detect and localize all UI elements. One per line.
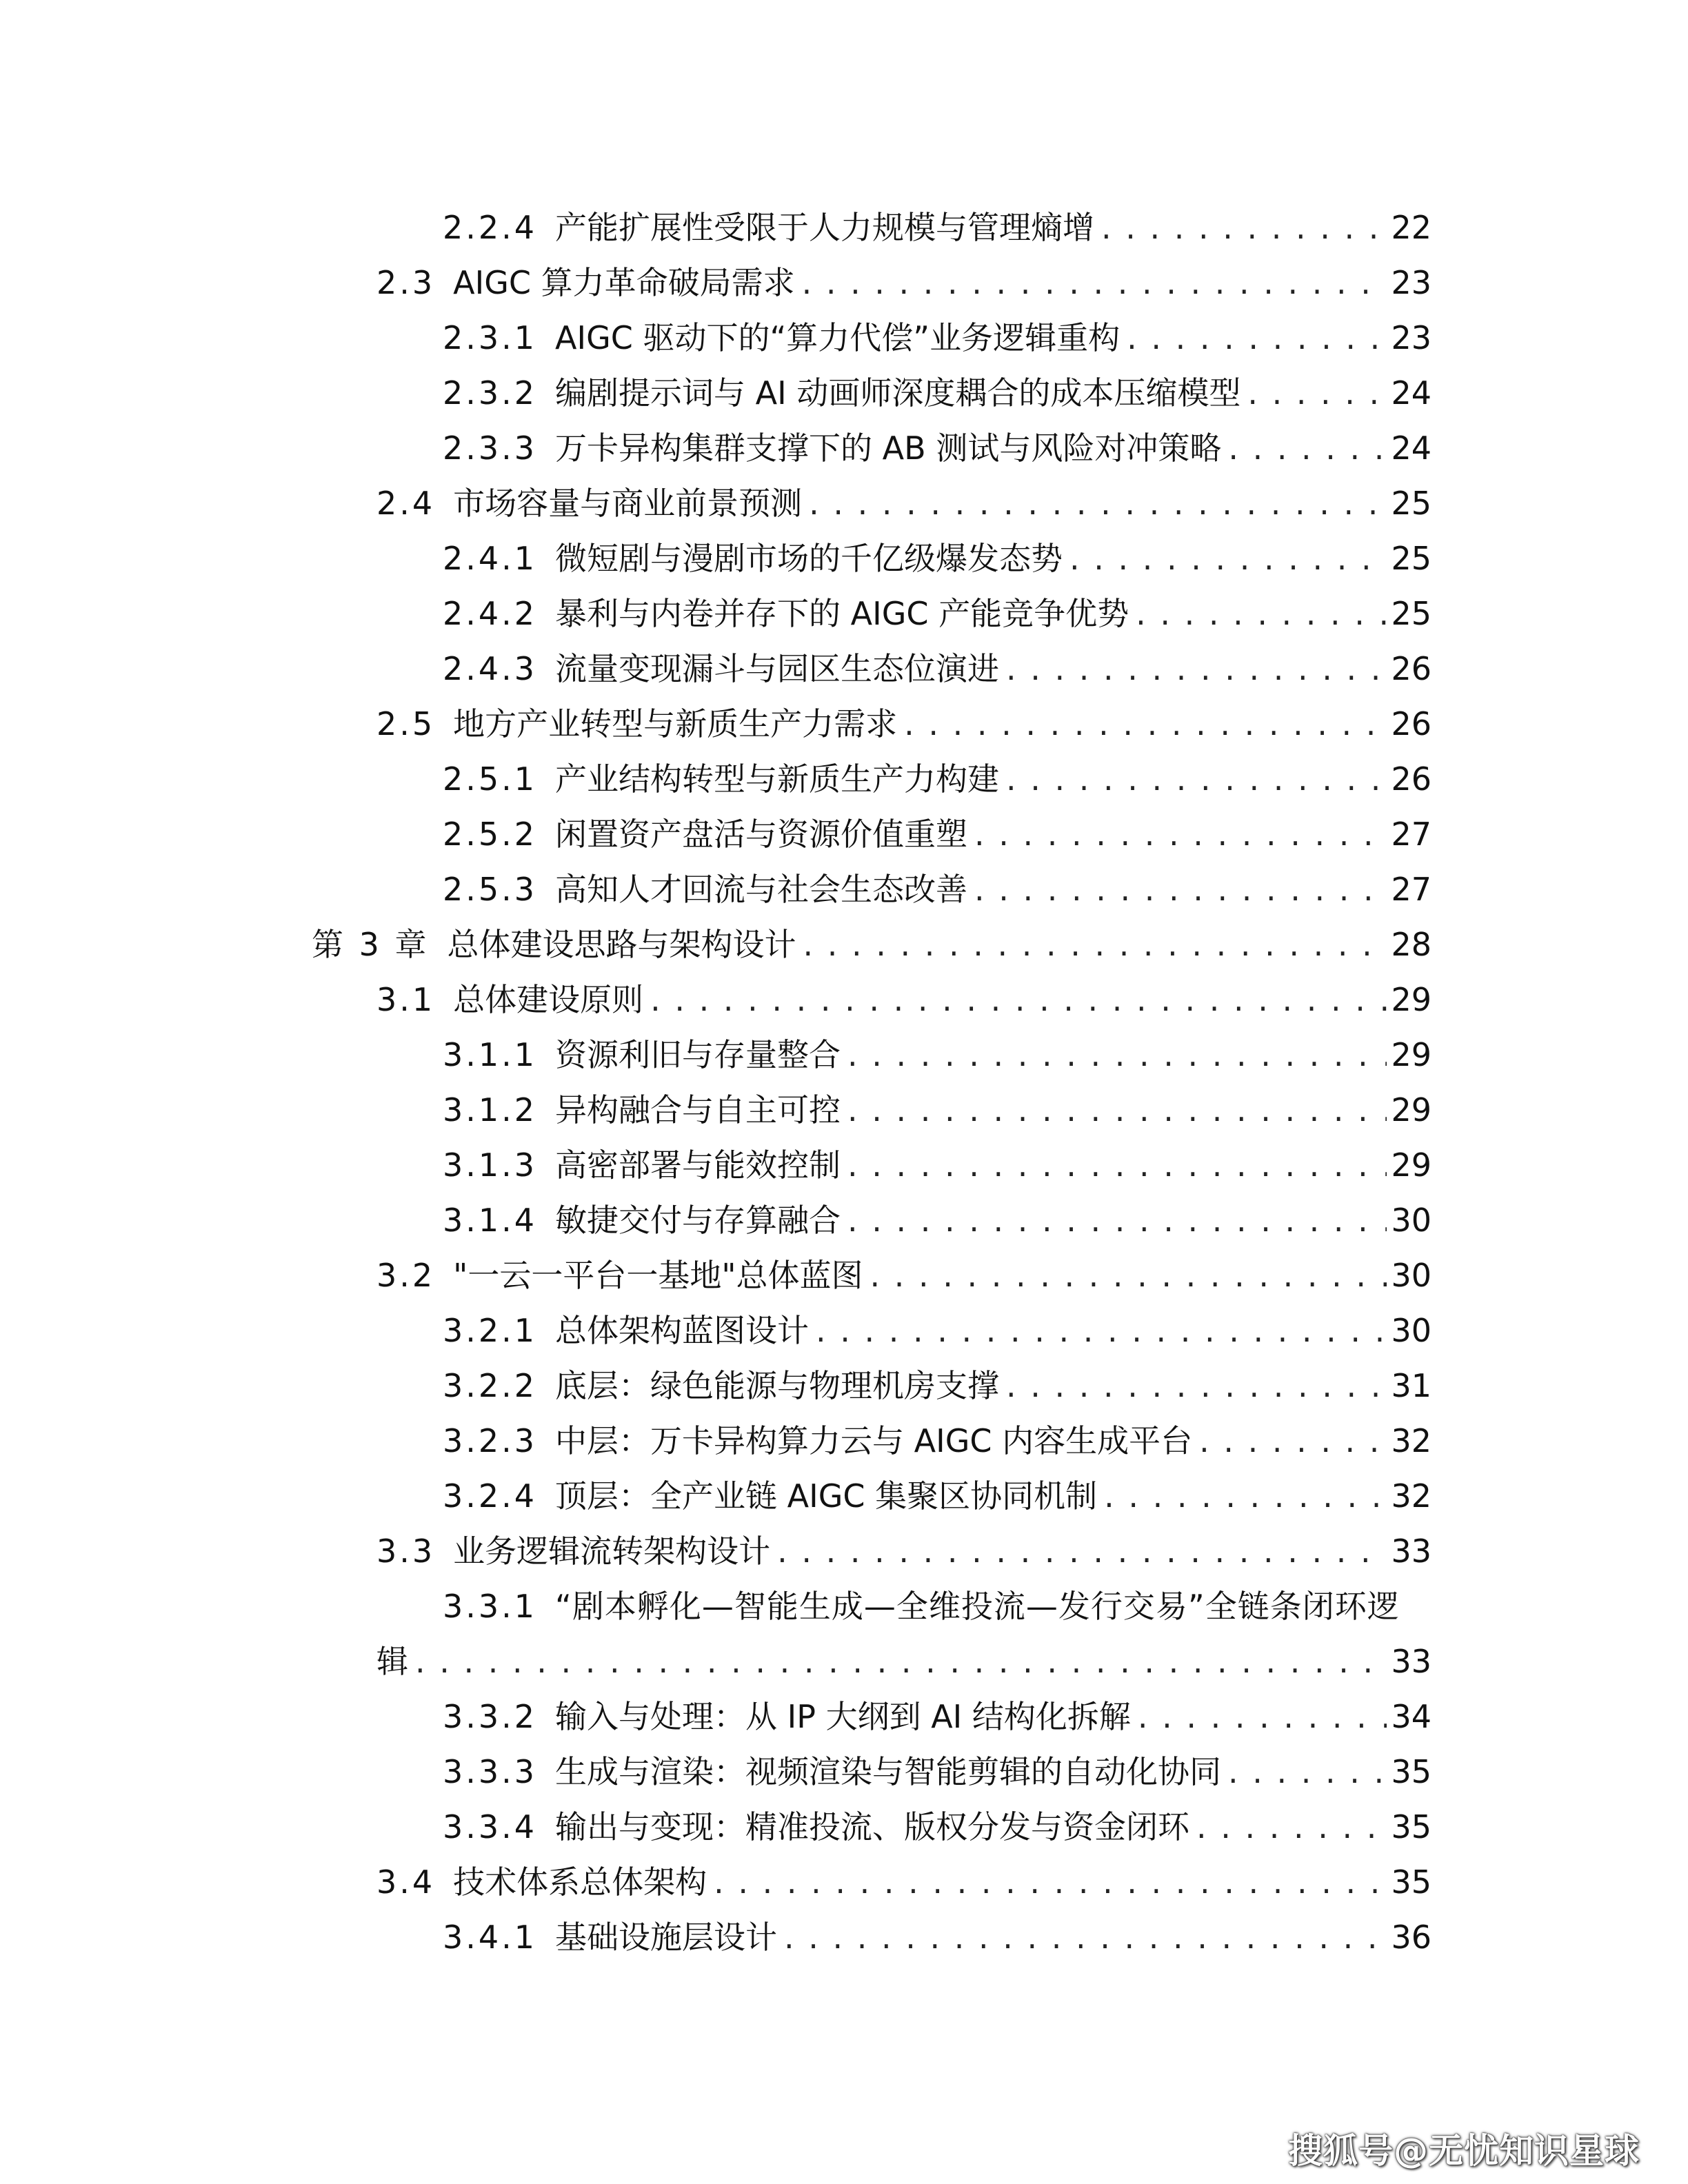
toc-entry-page: 23 xyxy=(1391,264,1431,301)
toc-leader-dots xyxy=(816,1303,1387,1358)
toc-entry[interactable] xyxy=(443,641,1431,696)
toc-entry-title: AIGC 算力革命破局需求 xyxy=(453,264,795,301)
toc-entry-number: 3.2.1 xyxy=(443,1312,538,1349)
toc-entry[interactable] xyxy=(443,1468,1431,1524)
toc-entry-page: 22 xyxy=(1391,209,1431,246)
toc-entry[interactable] xyxy=(443,1689,1431,1744)
toc-entry-title: 基础设施层设计 xyxy=(555,1919,778,1956)
toc-leader-dots xyxy=(1228,1744,1387,1799)
toc-entry-number: 3.3.2 xyxy=(443,1698,538,1735)
toc-entry-title: 顶层：全产业链 AIGC 集聚区协同机制 xyxy=(555,1477,1098,1515)
toc-entry-page: 29 xyxy=(1391,1036,1431,1073)
toc-entry[interactable] xyxy=(443,531,1431,586)
toc-entry-page: 33 xyxy=(1391,1643,1431,1680)
toc-entry-title: 市场容量与商业前景预测 xyxy=(453,485,803,522)
toc-entry-page: 24 xyxy=(1391,374,1431,412)
toc-entry[interactable] xyxy=(443,365,1431,421)
toc-entry-number: 2.4 xyxy=(376,485,436,522)
toc-entry-number: 2.5.2 xyxy=(443,816,538,853)
toc-entry-page: 27 xyxy=(1391,816,1431,853)
toc-entry-number: 2.5.1 xyxy=(443,760,538,798)
toc-entry[interactable] xyxy=(443,1799,1431,1854)
toc-entry-number: 2.4.1 xyxy=(443,540,538,577)
toc-entry-title: 业务逻辑流转架构设计 xyxy=(453,1533,771,1570)
toc-leader-dots xyxy=(1101,200,1387,255)
toc-entry-title: 异构融合与自主可控 xyxy=(555,1091,841,1129)
toc-entry-title: 生成与渲染：视频渲染与智能剪辑的自动化协同 xyxy=(555,1753,1222,1790)
toc-entry-title: "一云一平台一基地"总体蓝图 xyxy=(453,1257,863,1294)
toc-entry-title: 万卡异构集群支撑下的 AB 测试与风险对冲策略 xyxy=(555,429,1222,467)
toc-entry-title: 产业结构转型与新质生产力构建 xyxy=(555,760,1000,798)
toc-entry[interactable] xyxy=(376,972,1431,1027)
toc-entry-title: 输入与处理：从 IP 大纲到 AI 结构化拆解 xyxy=(555,1698,1131,1735)
toc-entry[interactable] xyxy=(443,421,1431,476)
toc-entry-title: 总体建设原则 xyxy=(453,981,644,1018)
toc-entry-page: 32 xyxy=(1391,1422,1431,1459)
toc-entry-number: 第 3 章 xyxy=(312,926,430,963)
toc-leader-dots xyxy=(847,1027,1387,1082)
toc-entry-title: 流量变现漏斗与园区生态位演进 xyxy=(555,650,1000,687)
toc-entry[interactable] xyxy=(376,696,1431,751)
toc-entry-number: 3.4 xyxy=(376,1863,436,1901)
toc-leader-dots xyxy=(974,862,1387,917)
toc-entry-number: 2.3.3 xyxy=(443,429,538,467)
toc-entry-title: 资源利旧与存量整合 xyxy=(555,1036,841,1073)
toc-entry-title: 辑 xyxy=(376,1643,408,1680)
toc-entry-title: 中层：万卡异构算力云与 AIGC 内容生成平台 xyxy=(555,1422,1193,1459)
toc-entry[interactable] xyxy=(376,1248,1431,1303)
toc-entry-number: 2.3.2 xyxy=(443,374,538,412)
toc-entry-wrapped-continuation[interactable] xyxy=(376,1634,1431,1689)
toc-leader-dots xyxy=(1196,1799,1387,1854)
toc-entry-title: 总体建设思路与架构设计 xyxy=(447,926,796,963)
toc-entry[interactable] xyxy=(443,586,1431,641)
toc-entry-number: 3.1.4 xyxy=(443,1202,538,1239)
toc-entry[interactable] xyxy=(443,1910,1431,1965)
toc-entry[interactable] xyxy=(443,200,1431,255)
toc-entry-page: 23 xyxy=(1391,319,1431,356)
toc-entry[interactable] xyxy=(443,807,1431,862)
toc-entry[interactable] xyxy=(443,862,1431,917)
toc-entry-page: 30 xyxy=(1391,1202,1431,1239)
toc-entry[interactable] xyxy=(443,1082,1431,1138)
toc-entry-number: 3.1.1 xyxy=(443,1036,538,1073)
toc-entry-page: 28 xyxy=(1391,926,1431,963)
toc-entry-title: 输出与变现：精准投流、版权分发与资金闭环 xyxy=(555,1808,1190,1846)
toc-entry[interactable] xyxy=(376,1524,1431,1579)
toc-entry-number: 3.1.3 xyxy=(443,1146,538,1184)
watermark: 搜狐号@无忧知识星球 xyxy=(1288,2131,1640,2171)
toc-entry-number: 3.1.2 xyxy=(443,1091,538,1129)
toc-entry-page: 29 xyxy=(1391,1146,1431,1184)
toc-entry-number: 2.4.2 xyxy=(443,595,538,632)
toc-entry-number: 2.4.3 xyxy=(443,650,538,687)
toc-entry[interactable] xyxy=(443,1027,1431,1082)
toc-entry-number: 2.3.1 xyxy=(443,319,538,356)
table-of-contents xyxy=(0,200,1688,1965)
toc-entry-page: 25 xyxy=(1391,540,1431,577)
toc-entry-title: “剧本孵化—智能生成—全维投流—发行交易”全链条闭环逻 xyxy=(555,1588,1400,1625)
toc-leader-dots xyxy=(1247,365,1387,421)
toc-entry-page: 26 xyxy=(1391,705,1431,742)
toc-leader-dots xyxy=(784,1910,1387,1965)
toc-entry-title: 敏捷交付与存算融合 xyxy=(555,1202,841,1239)
toc-entry-number: 3.4.1 xyxy=(443,1919,538,1956)
toc-leader-dots xyxy=(1006,751,1387,807)
toc-leader-dots xyxy=(1138,1689,1387,1744)
toc-entry-page: 33 xyxy=(1391,1533,1431,1570)
toc-leader-dots xyxy=(777,1524,1387,1579)
toc-entry-page: 30 xyxy=(1391,1312,1431,1349)
toc-leader-dots xyxy=(847,1193,1387,1248)
toc-entry-page: 25 xyxy=(1391,485,1431,522)
toc-entry[interactable] xyxy=(443,1303,1431,1358)
toc-entry-number: 2.3 xyxy=(376,264,436,301)
toc-entry-title: 闲置资产盘活与资源价值重塑 xyxy=(555,816,968,853)
toc-entry[interactable] xyxy=(376,255,1431,310)
toc-entry-title: 地方产业转型与新质生产力需求 xyxy=(453,705,898,742)
toc-leader-dots xyxy=(847,1082,1387,1138)
toc-entry-title: 产能扩展性受限于人力规模与管理熵增 xyxy=(555,209,1095,246)
toc-entry-title: 技术体系总体架构 xyxy=(453,1863,707,1901)
toc-entry-number: 3.2.3 xyxy=(443,1422,538,1459)
toc-leader-dots xyxy=(1006,641,1387,696)
toc-entry-title: 高知人才回流与社会生态改善 xyxy=(555,871,968,908)
toc-entry-page: 26 xyxy=(1391,760,1431,798)
toc-entry-page: 24 xyxy=(1391,429,1431,467)
toc-entry-title: 底层：绿色能源与物理机房支撑 xyxy=(555,1367,1000,1404)
toc-entry-wrapped[interactable] xyxy=(443,1579,1431,1634)
toc-entry-number: 3.3 xyxy=(376,1533,436,1570)
toc-entry[interactable] xyxy=(443,310,1431,365)
toc-entry-number: 2.5 xyxy=(376,705,436,742)
toc-entry-page: 29 xyxy=(1391,1091,1431,1129)
toc-leader-dots xyxy=(1136,586,1387,641)
toc-entry-number: 3.3.1 xyxy=(443,1588,538,1625)
toc-entry-title: AIGC 驱动下的“算力代偿”业务逻辑重构 xyxy=(555,319,1121,356)
toc-leader-dots xyxy=(974,807,1387,862)
toc-leader-dots xyxy=(870,1248,1387,1303)
toc-entry-title: 高密部署与能效控制 xyxy=(555,1146,841,1184)
toc-entry-page: 27 xyxy=(1391,871,1431,908)
toc-leader-dots xyxy=(1104,1468,1387,1524)
toc-leader-dots xyxy=(802,255,1387,310)
toc-entry-title: 总体架构蓝图设计 xyxy=(555,1312,810,1349)
toc-entry-title: 编剧提示词与 AI 动画师深度耦合的成本压缩模型 xyxy=(555,374,1241,412)
toc-entry[interactable] xyxy=(312,917,1431,972)
toc-leader-dots xyxy=(1006,1358,1387,1413)
toc-leader-dots xyxy=(1069,531,1387,586)
toc-entry-number: 3.2.2 xyxy=(443,1367,538,1404)
toc-entry-number: 3.3.4 xyxy=(443,1808,538,1846)
toc-entry-page: 35 xyxy=(1391,1753,1431,1790)
toc-leader-dots xyxy=(1127,310,1387,365)
toc-entry[interactable] xyxy=(443,751,1431,807)
toc-entry[interactable] xyxy=(443,1358,1431,1413)
toc-entry-page: 31 xyxy=(1391,1367,1431,1404)
toc-entry[interactable] xyxy=(443,1138,1431,1193)
toc-entry-title: 微短剧与漫剧市场的千亿级爆发态势 xyxy=(555,540,1063,577)
toc-leader-dots xyxy=(809,476,1387,531)
toc-entry[interactable] xyxy=(443,1193,1431,1248)
toc-entry-number: 3.3.3 xyxy=(443,1753,538,1790)
toc-entry-page: 25 xyxy=(1391,595,1431,632)
toc-entry-title: 暴利与内卷并存下的 AIGC 产能竞争优势 xyxy=(555,595,1129,632)
toc-entry-page: 26 xyxy=(1391,650,1431,687)
toc-entry-page: 32 xyxy=(1391,1477,1431,1515)
toc-entry-page: 34 xyxy=(1391,1698,1431,1735)
toc-entry-page: 30 xyxy=(1391,1257,1431,1294)
toc-leader-dots xyxy=(650,972,1387,1027)
toc-leader-dots xyxy=(1228,421,1387,476)
toc-leader-dots xyxy=(847,1138,1387,1193)
toc-entry-number: 2.2.4 xyxy=(443,209,538,246)
toc-entry-page: 36 xyxy=(1391,1919,1431,1956)
toc-entry-page: 35 xyxy=(1391,1863,1431,1901)
toc-entry-number: 3.2.4 xyxy=(443,1477,538,1515)
toc-leader-dots xyxy=(714,1854,1387,1910)
toc-entry-number: 3.2 xyxy=(376,1257,436,1294)
toc-entry[interactable] xyxy=(376,476,1431,531)
toc-entry[interactable] xyxy=(376,1854,1431,1910)
toc-leader-dots xyxy=(803,917,1387,972)
toc-leader-dots xyxy=(904,696,1387,751)
toc-entry-page: 29 xyxy=(1391,981,1431,1018)
toc-leader-dots xyxy=(1199,1413,1387,1468)
toc-leader-dots xyxy=(415,1634,1387,1689)
toc-entry[interactable] xyxy=(443,1744,1431,1799)
toc-entry[interactable] xyxy=(443,1413,1431,1468)
toc-entry-page: 35 xyxy=(1391,1808,1431,1846)
toc-entry-number: 3.1 xyxy=(376,981,436,1018)
toc-entry-number: 2.5.3 xyxy=(443,871,538,908)
